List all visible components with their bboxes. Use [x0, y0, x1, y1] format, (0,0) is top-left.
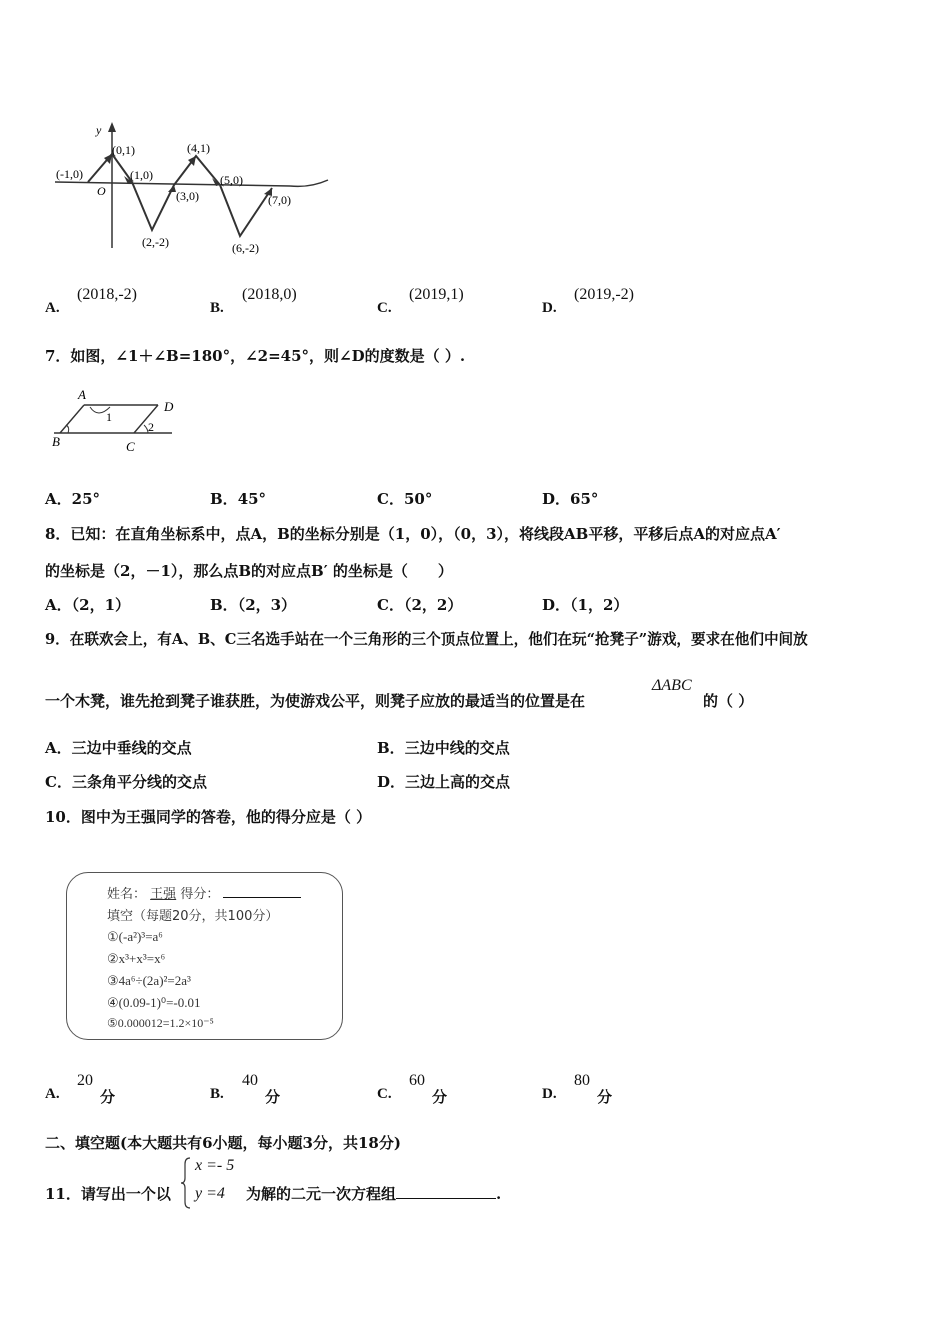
q10-option-d[interactable] — [542, 1072, 692, 1106]
option-unit: 分 — [432, 1088, 448, 1106]
q10-option-c[interactable] — [377, 1072, 527, 1106]
label-b: B — [52, 434, 60, 449]
option-letter: A． — [45, 739, 72, 757]
option-letter: C． — [377, 596, 404, 614]
option-letter: A． — [45, 596, 72, 614]
q9-stem-line2-pre: 一个木凳，谁先抢到凳子谁获胜，为使游戏公平，则凳子应放的最适当的位置是在 — [45, 692, 586, 710]
card-name-label: 姓名： — [107, 887, 147, 902]
q9-option-d[interactable] — [377, 771, 510, 792]
option-value: 20 — [77, 1072, 93, 1089]
option-value: 60 — [409, 1072, 425, 1089]
card-score-blank — [223, 897, 301, 898]
option-letter: B． — [210, 490, 238, 508]
option-value: （2，3） — [237, 596, 297, 614]
q6-option-b[interactable] — [210, 286, 360, 316]
q7-stem: 7．如图，∠1＋∠B=180°，∠2=45°，则∠D的度数是（ ）. — [45, 347, 466, 365]
q10-option-b[interactable] — [210, 1072, 360, 1106]
card-item: ⑤0.000012=1.2×10⁻⁵ — [107, 1016, 214, 1030]
option-value: 25° — [71, 490, 101, 508]
zigzag-coordinate-graph — [50, 118, 335, 260]
option-value: (2018,-2) — [77, 286, 137, 303]
option-letter: D． — [542, 596, 571, 614]
card-item: ①(-a²)³=a⁶ — [107, 929, 163, 944]
label-d: D — [164, 399, 174, 414]
option-letter: A． — [45, 490, 72, 508]
option-letter: D. — [542, 300, 557, 316]
point-label: (7,0) — [268, 193, 291, 207]
q10-stem: 10．图中为王强同学的答卷，他的得分应是（ ） — [45, 808, 372, 826]
option-value: 65° — [570, 490, 599, 508]
option-letter: C． — [45, 773, 72, 791]
q8-option-c[interactable] — [377, 594, 462, 615]
option-letter: C. — [377, 1086, 392, 1102]
q11-post — [246, 1183, 501, 1204]
point-label: (3,0) — [176, 189, 199, 203]
option-letter: B. — [210, 300, 224, 316]
point-label: (-1,0) — [56, 167, 83, 181]
q8-option-b[interactable] — [210, 594, 296, 615]
card-name-row — [107, 883, 301, 902]
option-letter: D． — [542, 490, 571, 508]
option-value: (2019,-2) — [574, 286, 634, 303]
q7-option-d[interactable] — [542, 488, 598, 509]
q6-option-c[interactable] — [377, 286, 527, 316]
q6-option-d[interactable] — [542, 286, 692, 316]
q8-stem-line2: 的坐标是（2，－1），那么点B的对应点B′ 的坐标是（ ） — [45, 562, 453, 580]
triangle-abc: ΔABC — [652, 677, 692, 694]
q9-option-a[interactable] — [45, 737, 192, 758]
option-letter: B． — [377, 739, 405, 757]
option-letter: D． — [377, 773, 406, 791]
angle-1-label: 1 — [106, 410, 112, 424]
q11-end: . — [496, 1185, 502, 1203]
option-value: 50° — [403, 490, 433, 508]
option-letter: A. — [45, 1086, 60, 1102]
option-value: 三边中线的交点 — [404, 739, 510, 757]
option-value: （2，1） — [71, 596, 131, 614]
option-value: （2，2） — [403, 596, 463, 614]
answer-blank[interactable] — [396, 1184, 496, 1199]
q8-option-d[interactable] — [542, 594, 628, 615]
y-axis-label: y — [96, 123, 102, 137]
option-value: 80 — [574, 1072, 590, 1089]
equation-line-1: x =- 5 — [195, 1157, 235, 1174]
card-item: ③4a⁶÷(2a)²=2a³ — [107, 973, 191, 988]
option-letter: B. — [210, 1086, 224, 1102]
card-section-title: 填空（每题20分，共100分） — [107, 909, 279, 924]
q7-option-c[interactable] — [377, 488, 432, 509]
option-unit: 分 — [597, 1088, 613, 1106]
q6-option-a[interactable] — [45, 286, 195, 316]
point-label: (0,1) — [112, 143, 135, 157]
card-item: ②x³+x³=x⁶ — [107, 951, 166, 966]
option-letter: A. — [45, 300, 60, 316]
point-label: (2,-2) — [142, 235, 169, 249]
q9-stem-line1: 9．在联欢会上，有A、B、C三名选手站在一个三角形的三个顶点位置上，他们在玩“抢凳子”游戏，要求在他们中间放 — [45, 631, 808, 648]
option-value: （1，2） — [570, 596, 629, 614]
option-value: 三边中垂线的交点 — [71, 739, 192, 757]
section-heading: 二、填空题(本大题共有6小题，每小题3分，共18分) — [45, 1134, 401, 1152]
option-value: (2019,1) — [409, 286, 464, 303]
origin-label: O — [97, 184, 106, 198]
card-name-value: 王强 — [150, 887, 177, 902]
point-label: (4,1) — [187, 141, 210, 155]
card-score-label: 得分： — [180, 887, 220, 902]
q11-pre: 11．请写出一个以 — [45, 1185, 171, 1203]
point-label: (1,0) — [130, 168, 153, 182]
equation-line-2: y =4 — [195, 1185, 225, 1202]
angle-2-label: 2 — [148, 420, 154, 434]
option-value: (2018,0) — [242, 286, 297, 303]
option-letter: D. — [542, 1086, 557, 1102]
q9-option-b[interactable] — [377, 737, 510, 758]
option-value: 45° — [237, 490, 267, 508]
option-letter: C． — [377, 490, 404, 508]
card-item: ④(0.09-1)⁰=-0.01 — [107, 995, 201, 1010]
option-unit: 分 — [265, 1088, 281, 1106]
point-label: (5,0) — [220, 173, 243, 187]
q8-option-a[interactable] — [45, 594, 130, 615]
q7-option-a[interactable] — [45, 488, 100, 509]
answer-sheet-image — [66, 872, 343, 1040]
option-value: 三条角平分线的交点 — [71, 773, 207, 791]
q8-stem-line1: 8．已知：在直角坐标系中，点A，B的坐标分别是（1，0），（0，3），将线段AB平移，平移后点A的对应点A′ — [45, 525, 781, 543]
point-label: (6,-2) — [232, 241, 259, 255]
option-unit: 分 — [100, 1088, 116, 1106]
q9-option-c[interactable] — [45, 771, 207, 792]
equation-brace — [180, 1156, 192, 1210]
option-value: 三边上高的交点 — [405, 773, 511, 791]
q11-post-text: 为解的二元一次方程组 — [246, 1185, 397, 1203]
q7-option-b[interactable] — [210, 488, 266, 509]
q10-option-a[interactable] — [45, 1072, 195, 1106]
option-letter: C. — [377, 300, 392, 316]
parallelogram-figure — [48, 385, 188, 457]
option-letter: B． — [210, 596, 238, 614]
label-c: C — [126, 439, 135, 454]
label-a: A — [78, 387, 86, 402]
q9-stem-line2-post: 的（ ） — [703, 692, 754, 710]
option-value: 40 — [242, 1072, 258, 1089]
